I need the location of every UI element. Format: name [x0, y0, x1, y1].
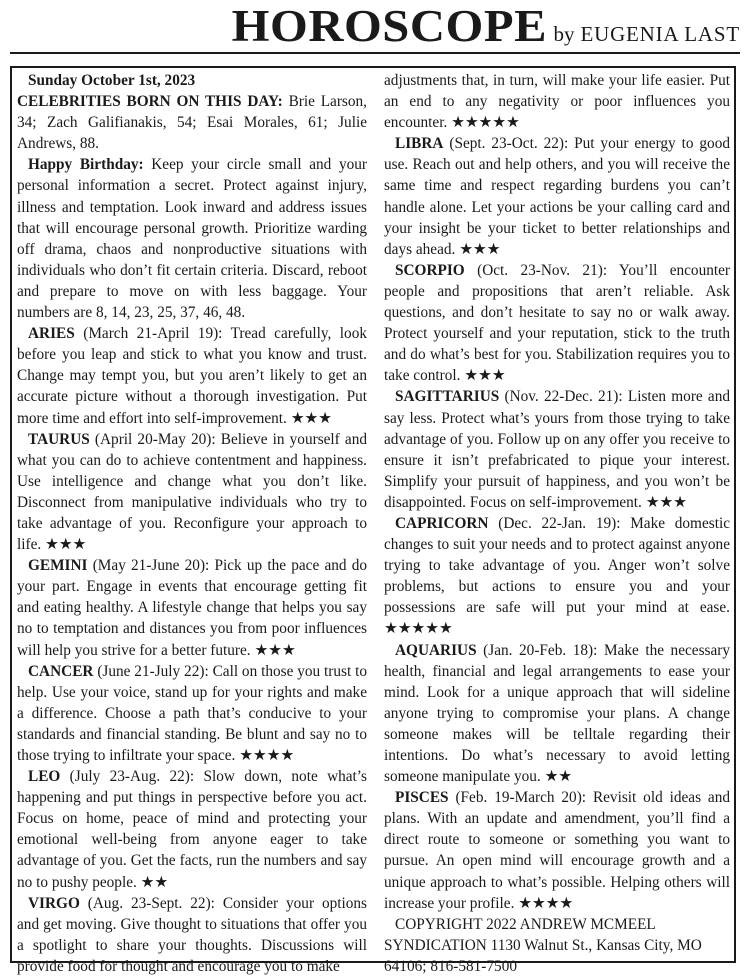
star-rating: ★★ [544, 768, 573, 786]
sign-dates: (June 21-July 22): [97, 662, 209, 680]
celebrities-paragraph [17, 91, 367, 154]
sign-text: Tread carefully, look before you leap and stick to what you know and trust. Change may tempt you, but you aren’t likely to get an accurate picture without a thorough investigation. Put more time and effort into self-improvement. [17, 325, 367, 427]
celebrities-label: CELEBRITIES BORN ON THIS DAY: [17, 93, 283, 111]
star-rating: ★★★★ [518, 894, 574, 912]
star-rating: ★★★ [290, 409, 332, 427]
sign-text-end: adjustments that, in turn, will make your life easier. Put an end to any negativity or poor influences you encounter. [384, 72, 730, 132]
sign-name: CAPRICORN [395, 514, 489, 532]
sign-name: SAGITTARIUS [395, 388, 500, 406]
birthday-paragraph [17, 154, 367, 323]
sign-text: Believe in yourself and what you can do to achieve contentment and happiness. Use intelligence and change what you don’t like. Disconnect from manipulative individuals who try to take advantage of you. Reconfigure your approach to life. [17, 430, 367, 554]
sign-name: AQUARIUS [395, 641, 477, 659]
sign-virgo [17, 893, 367, 977]
sign-dates: (Aug. 23-Sept. 22): [87, 894, 215, 912]
sign-aries [17, 323, 367, 428]
sign-text: Make the necessary health, financial and legal arrangements to ease your mind. Look for a unique approach that will sideline anyone trying to compromise your plans. A change someone makes will be telltale regarding their intentions. Do what’s necessary to avoid letting someone manipulate you. [384, 641, 731, 786]
sign-dates: (Dec. 22-Jan. 19): [498, 514, 621, 532]
sign-text: Make domestic changes to suit your needs and to protect against anyone trying to take advantage of you. Anger won’t solve problems, but actions to ensure you and your possessions are safe will put your mind at ease. [384, 514, 730, 617]
date-line: Sunday October 1st, 2023 [28, 72, 196, 89]
sign-dates: (Feb. 19-March 20): [455, 789, 587, 807]
sign-virgo-continued [384, 70, 730, 133]
sign-aquarius [384, 640, 730, 788]
star-rating: ★★★ [645, 493, 687, 511]
star-rating: ★★★ [464, 367, 506, 385]
sign-name: CANCER [28, 662, 94, 680]
celebrities-text: Brie Larson, 34; Zach Galifianakis, 54; Esai Morales, 61; Julie Andrews, 88. [17, 93, 367, 153]
sign-name: LEO [28, 768, 61, 786]
star-rating: ★★★★ [239, 747, 295, 764]
birthday-text: Keep your circle small and your personal information a secret. Protect against injury, illness and temptation. Look inward and address issues that will encourage personal growth. Prioritize warding off drama, chaos and nonproductive situations with individuals who don’t fit certain criteria. Discard, reboot and prepare to move on with less baggage. Your numbers are 8, 14, 23, 25, 37, 46, 48. [17, 156, 367, 322]
sign-dates: (March 21-April 19): [83, 325, 223, 343]
star-rating: ★★ [140, 873, 169, 891]
star-rating: ★★★ [45, 536, 87, 554]
sign-libra [384, 133, 730, 260]
sign-text: Pick up the pace and do your part. Engage in events that encourage getting fit and eating healthy. A lifestyle change that helps you say no to temptation and distances you from poor influences will help you strive for a better future. [17, 557, 368, 659]
sign-name: TAURUS [28, 430, 90, 448]
star-rating: ★★★★★ [384, 620, 453, 638]
sign-dates: (May 21-June 20): [92, 557, 210, 575]
sign-name: ARIES [28, 325, 75, 343]
sign-cancer [17, 661, 367, 766]
star-rating: ★★★★★ [451, 114, 520, 132]
sign-dates: (Oct. 23-Nov. 21): [477, 261, 608, 279]
birthday-label: Happy Birthday: [28, 156, 144, 174]
page-title: HOROSCOPE [232, 1, 548, 51]
author-name: EUGENIA LAST [580, 22, 740, 46]
sign-name: LIBRA [395, 135, 444, 153]
copyright-notice: COPYRIGHT 2022 ANDREW MCMEEL SYNDICATION 1130 Walnut St., Kansas City, MO 64106; 816-581-7500 [384, 915, 702, 975]
sign-gemini [17, 555, 367, 660]
masthead [10, 0, 740, 54]
sign-capricorn [384, 513, 730, 640]
star-rating: ★★★ [459, 240, 501, 258]
sign-dates: (Sept. 23-Oct. 22): [449, 135, 569, 153]
sign-dates: (Jan. 20-Feb. 18): [483, 641, 598, 659]
sign-text: You’ll encounter people and propositions that aren’t reliable. Ask questions, and don’t hesitate to say no or walk away. Protect yourself and your reputation, stick to the truth and do what’s best for you. Stabilization requires you to take control. [384, 261, 731, 385]
left-column [17, 70, 367, 977]
star-rating: ★★★ [254, 641, 296, 659]
right-column [384, 70, 730, 977]
sign-pisces [384, 787, 730, 914]
sign-taurus [17, 429, 367, 556]
sign-scorpio [384, 260, 730, 387]
sign-dates: (July 23-Aug. 22): [69, 768, 195, 786]
sign-name: GEMINI [28, 557, 88, 575]
sign-leo [17, 766, 367, 893]
sign-text-start: Consider your options and get moving. Give thought to situations that offer you a spotlight to share your thoughts. Discussions will provide food for thought and encourage you to make [17, 894, 367, 975]
sign-name: PISCES [395, 789, 449, 807]
sign-dates: (April 20-May 20): [94, 430, 216, 448]
sign-sagittarius [384, 386, 730, 513]
sign-text: Call on those you trust to help. Use your voice, stand up for your rights and make a difference. Choose a path that’s conducive to your standards and financial standing. Be blunt and say no to those trying to infiltrate your space. [17, 662, 367, 764]
sign-dates: (Nov. 22-Dec. 21): [504, 388, 623, 406]
sign-text: Revisit old ideas and plans. With an update and amendment, you’ll find a direct route to someone or something you want to pursue. An open mind will encourage growth and a unique approach to what’s possible. Helping others will increase your profile. [384, 789, 730, 912]
sign-text: Put your energy to good use. Reach out and help others, and you will receive the same time and respect regarding burdens you can’t handle alone. Let your actions be your calling card and your insight be your ticket to better relationships and days ahead. [384, 135, 730, 258]
sign-text: Slow down, note what’s happening and put things in perspective before you act. Focus on home, peace of mind and protecting your emotional well-being from anyone eager to take advantage of you. Get the facts, run the numbers and say no to pushy people. [17, 768, 368, 891]
sign-name: VIRGO [28, 894, 80, 912]
byline-prefix: by [553, 22, 575, 46]
sign-text: Listen more and say less. Protect what’s yours from those trying to take advantage of you. Follow up on any offer you receive to ensure it isn’t prefabricated to pique your interest. Simplify your pursuit of happiness, and you won’t be disappointed. Focus on self-improvement. [384, 388, 730, 511]
sign-name: SCORPIO [395, 261, 465, 279]
